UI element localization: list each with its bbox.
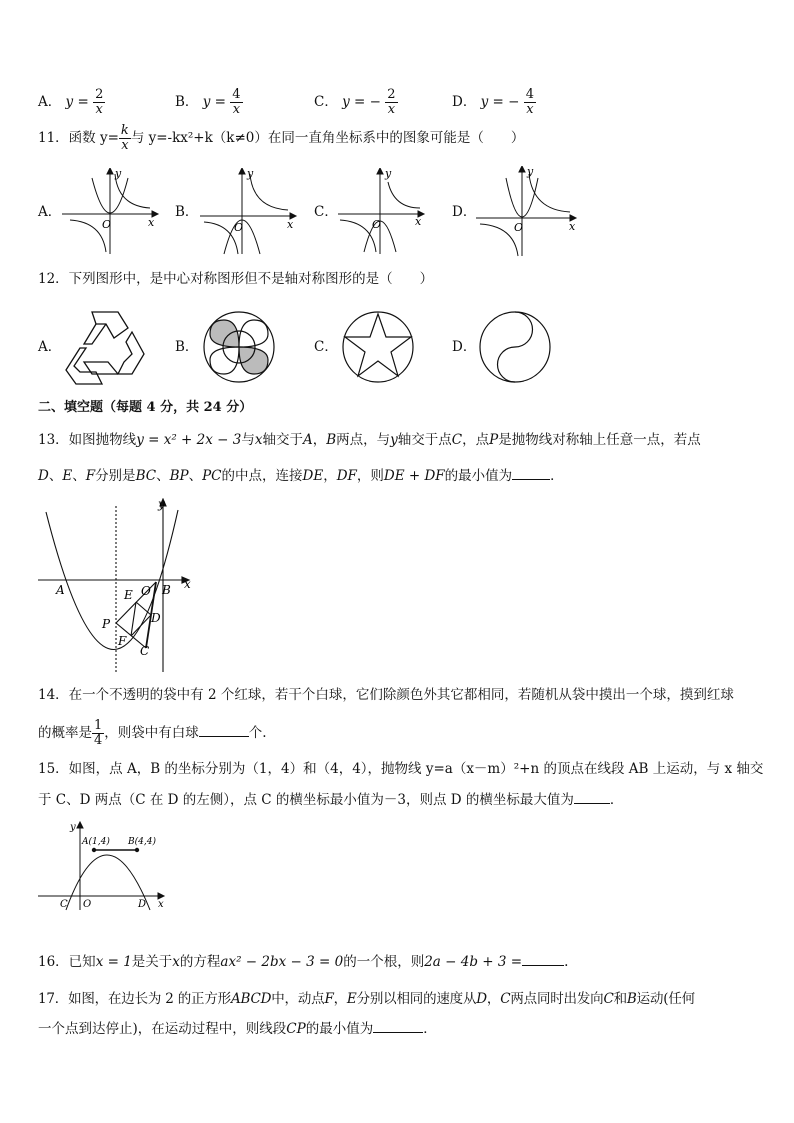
- q17-line-1: [38, 990, 695, 1008]
- var: B: [626, 991, 637, 1007]
- option-lhs: y =: [202, 94, 226, 110]
- q11-option-a-label: A．: [38, 204, 62, 220]
- frac-num: 2: [95, 87, 104, 102]
- option-fraction: [385, 88, 397, 117]
- q12-stem: 12．下列图形中，是中心对称图形但不是轴对称图形的是（ ）: [38, 271, 434, 287]
- q11-option-c-label: C．: [314, 204, 338, 220]
- q11-graph-d: [474, 166, 580, 258]
- var: F: [85, 468, 96, 484]
- q12-option-b-label: B．: [175, 339, 199, 355]
- point-b-dot: [135, 848, 139, 852]
- var: y: [390, 432, 398, 448]
- origin-label: O: [514, 221, 524, 234]
- text: 、: [156, 468, 170, 484]
- q11-graph-c: [336, 168, 436, 256]
- var: D: [476, 991, 487, 1007]
- axis-x-label: x: [184, 577, 191, 591]
- frac-num: 1: [94, 718, 103, 733]
- text: 的最小值为: [444, 468, 513, 484]
- text: 是抛物线对称轴上任意一点，若点: [498, 432, 701, 448]
- answer-blank: [199, 724, 249, 737]
- point-d-label: D: [151, 611, 161, 625]
- axis-y-label: y: [70, 822, 76, 833]
- var: DF: [336, 468, 357, 484]
- q11-suffix: 与 y=-kx²+k（k≠0）在同一直角坐标系中的图象可能是（ ）: [130, 130, 525, 146]
- var: E: [62, 468, 73, 484]
- axis-x-label: x: [287, 218, 294, 231]
- option-lhs: y =: [342, 94, 366, 110]
- axis-y-label: y: [527, 166, 534, 178]
- var: BP: [169, 468, 189, 484]
- var: C: [451, 432, 463, 448]
- text: 、: [188, 468, 203, 484]
- point-p-label: P: [102, 617, 111, 631]
- origin-label: O: [234, 221, 244, 234]
- option-fraction: [93, 88, 105, 117]
- text: 是关于: [131, 954, 173, 970]
- var: x: [254, 432, 263, 448]
- q16-stem: [38, 953, 568, 971]
- q10-option-a: [38, 88, 105, 117]
- option-label: D．: [452, 94, 477, 110]
- q15-line-2: [38, 791, 623, 809]
- equation: x = 1: [95, 954, 132, 970]
- text: ．: [609, 792, 624, 808]
- var: E: [346, 991, 357, 1007]
- q10-option-c: [314, 88, 398, 117]
- text: 分别是: [95, 468, 136, 484]
- var: DE: [302, 468, 324, 484]
- var: x: [172, 954, 180, 970]
- text: 于 C、D 两点（C 在 D 的左侧），点 C 的横坐标最小值为－3，则点 D 的横坐标最大值为: [38, 792, 574, 808]
- equation: 2a − 4b + 3 =: [424, 954, 523, 970]
- var: PC: [202, 468, 222, 484]
- var: D: [38, 468, 49, 484]
- q11-option-d-label: D．: [452, 204, 477, 220]
- frac-den: x: [387, 102, 396, 117]
- var: C: [603, 991, 614, 1007]
- text: 中，动点: [271, 991, 325, 1007]
- q12-option-a-label: A．: [38, 339, 62, 355]
- q11-graph-b: [198, 168, 298, 256]
- var: F: [324, 991, 334, 1007]
- answer-blank: [574, 791, 610, 804]
- option-sign: −: [508, 94, 520, 110]
- q15-figure: [36, 820, 172, 912]
- q15-line-1: 15．如图，点 A，B 的坐标分别为（1，4）和（4，4），抛物线 y=a（x－m）²+n 的顶点在线段 AB 上运动，与 x 轴交: [38, 761, 764, 777]
- text: 、: [48, 468, 63, 484]
- var: DE + DF: [383, 468, 445, 484]
- axis-x-label: x: [569, 220, 576, 233]
- var: P: [489, 432, 499, 448]
- axis-x-label: x: [148, 216, 155, 229]
- option-label: C．: [314, 94, 338, 110]
- text: 和: [613, 991, 627, 1007]
- equation: y = x² + 2x − 3: [136, 432, 242, 448]
- q13-line-2: [38, 467, 564, 485]
- text: 分别以相同的速度从: [356, 991, 477, 1007]
- point-a-label: A(1,4): [82, 837, 110, 847]
- answer-blank: [373, 1020, 423, 1033]
- frac-num: 2: [387, 87, 396, 102]
- text: 两点，与: [336, 432, 391, 448]
- axis-y-label: y: [158, 498, 165, 511]
- var: CP: [286, 1021, 306, 1037]
- q14-line-1: 14．在一个不透明的袋中有 2 个红球，若干个白球，它们除颜色外其它都相同，若随机从袋中摸出一个球，摸到红球: [38, 687, 734, 703]
- axis-y-label: y: [385, 168, 392, 180]
- axis-y-label: y: [115, 168, 122, 180]
- text: ，: [312, 432, 327, 448]
- option-lhs: y =: [65, 94, 89, 110]
- point-c-label: C: [60, 899, 68, 910]
- q12-shape-recycle-icon: [62, 308, 146, 388]
- text: ，点: [462, 432, 490, 448]
- q14-line-2: [38, 719, 267, 748]
- origin-label: O: [141, 584, 151, 598]
- q10-option-d: [452, 88, 536, 117]
- frac-den: 4: [94, 733, 103, 748]
- frac-num: k: [120, 123, 129, 138]
- var: A: [302, 432, 313, 448]
- point-f-label: F: [118, 634, 127, 648]
- axis-x-label: x: [158, 899, 164, 910]
- text: ，: [486, 991, 501, 1007]
- answer-blank: [522, 953, 564, 966]
- frac-den: x: [526, 102, 534, 117]
- text: 的方程: [179, 954, 221, 970]
- q11-prefix: 11．函数 y=: [38, 130, 119, 146]
- text: ，则袋中有白球: [104, 725, 199, 741]
- text: 轴交于点: [397, 432, 452, 448]
- q10-options: [38, 78, 758, 118]
- q12-option-c-label: C．: [314, 339, 338, 355]
- text: ，: [333, 991, 347, 1007]
- text: .: [564, 954, 569, 970]
- answer-blank: [512, 467, 550, 480]
- q10-option-b: [175, 88, 243, 117]
- text: ，: [323, 468, 337, 484]
- var: B: [326, 432, 337, 448]
- text: ，则: [356, 468, 384, 484]
- point-a-label: A: [56, 583, 65, 597]
- text: 的一个根，则: [343, 954, 425, 970]
- text: 轴交于: [262, 432, 303, 448]
- q12-shape-four-leaf-icon: [202, 310, 276, 384]
- option-fraction: [524, 88, 536, 117]
- q11-option-b-label: B．: [175, 204, 199, 220]
- frac-den: x: [121, 138, 129, 153]
- q11-fraction: [119, 124, 131, 153]
- q17-line-2: [38, 1020, 437, 1038]
- q12-option-d-label: D．: [452, 339, 477, 355]
- q11-stem: [38, 124, 524, 153]
- option-fraction: [230, 88, 242, 117]
- origin-label: O: [102, 218, 112, 231]
- text: 的中点，连接: [221, 468, 303, 484]
- section-title: 二、填空题（每题 4 分，共 24 分）: [38, 400, 253, 415]
- text: 17．如图，在边长为 2 的正方形: [38, 991, 231, 1007]
- text: 运动(任何: [636, 991, 695, 1007]
- text: ．: [550, 468, 564, 484]
- q13-figure: [36, 498, 196, 674]
- frac-den: x: [95, 102, 103, 117]
- point-e-label: E: [124, 588, 133, 602]
- point-a-dot: [92, 848, 96, 852]
- point-b-label: B(4,4): [128, 837, 156, 847]
- text: 的最小值为: [305, 1021, 374, 1037]
- axis-x-label: x: [415, 215, 422, 228]
- var: C: [500, 991, 511, 1007]
- origin-label: O: [372, 218, 382, 231]
- text: 、: [72, 468, 86, 484]
- option-label: B．: [175, 94, 199, 110]
- text: 个.: [248, 725, 267, 741]
- axis-y-label: y: [247, 168, 254, 180]
- text: 13．如图抛物线: [38, 432, 137, 448]
- point-b-label: B: [162, 583, 171, 597]
- var: ABCD: [230, 991, 272, 1007]
- text: ．: [423, 1021, 437, 1037]
- q14-fraction: [92, 719, 104, 748]
- point-d-label: D: [138, 899, 147, 910]
- point-c-label: C: [140, 644, 150, 658]
- option-lhs: y =: [480, 94, 504, 110]
- frac-den: x: [232, 102, 241, 117]
- text: 的概率是: [38, 725, 92, 741]
- q12-shape-star-icon: [341, 310, 415, 384]
- var: BC: [135, 468, 157, 484]
- text: 16．已知: [38, 954, 96, 970]
- origin-label: O: [83, 899, 92, 910]
- q13-line-1: [38, 431, 701, 449]
- option-sign: −: [369, 94, 381, 110]
- frac-num: 4: [525, 87, 535, 102]
- text: 与: [241, 432, 255, 448]
- q12-shape-yinyang-icon: [478, 310, 552, 384]
- equation: ax² − 2bx − 3 = 0: [220, 954, 344, 970]
- text: 两点同时出发向: [510, 991, 604, 1007]
- option-label: A．: [38, 94, 62, 110]
- frac-num: 4: [232, 87, 241, 102]
- q11-graph-a: [60, 168, 160, 256]
- text: 一个点到达停止)，在运动过程中，则线段: [38, 1021, 287, 1037]
